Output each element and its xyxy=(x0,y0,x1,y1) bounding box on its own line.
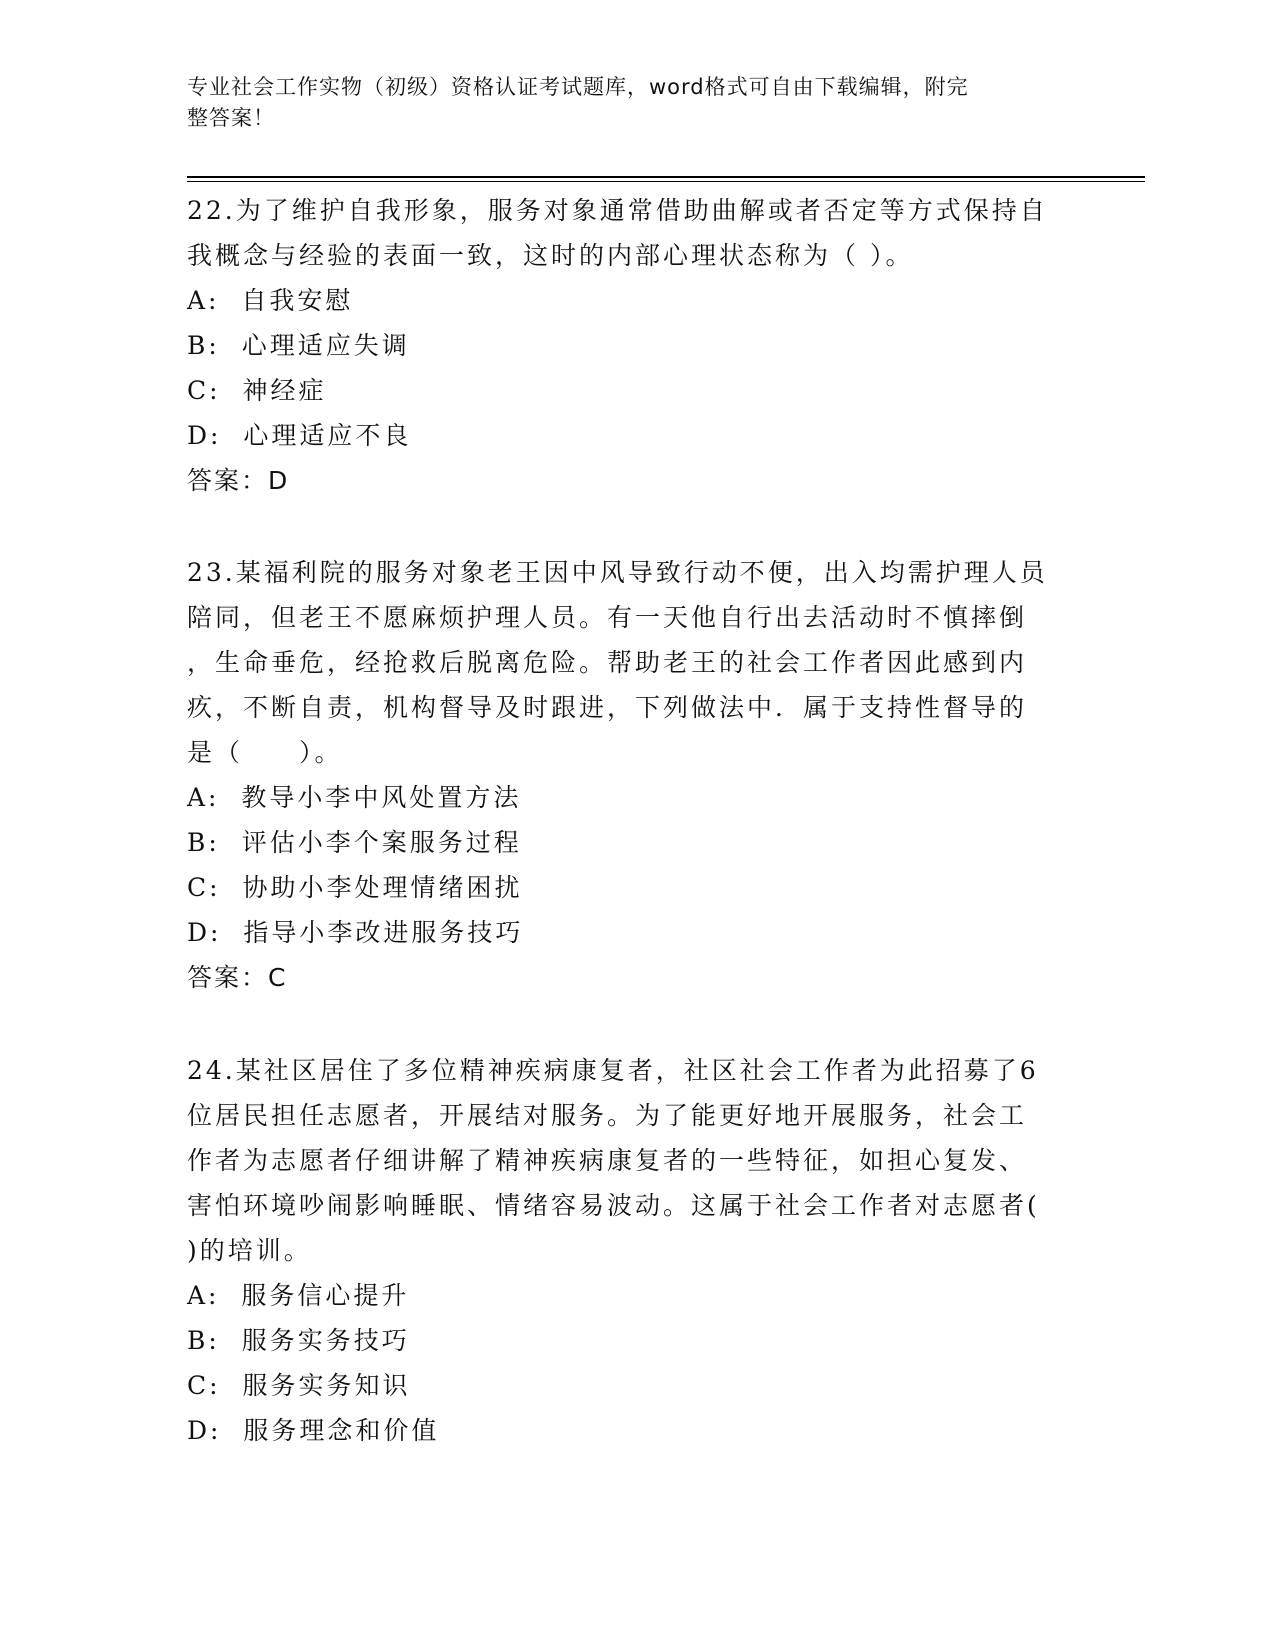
stem-line: 24.某社区居住了多位精神疾病康复者，社区社会工作者为此招募了6 xyxy=(187,1056,1039,1085)
option-letter: C: xyxy=(187,376,221,405)
question-22 xyxy=(187,188,1087,503)
header-divider-thick xyxy=(187,176,1145,178)
option-c xyxy=(187,865,1087,910)
stem-line: )的培训。 xyxy=(187,1236,312,1265)
option-letter: B: xyxy=(187,331,220,360)
stem-line: 害怕环境吵闹影响睡眠、情绪容易波动。这属于社会工作者对志愿者( xyxy=(187,1191,1040,1220)
header-divider-thin xyxy=(187,181,1145,182)
option-letter: A: xyxy=(187,286,220,315)
header-line-2: 整答案！ xyxy=(187,106,275,130)
option-text: 自我安慰 xyxy=(241,286,354,315)
option-b xyxy=(187,323,1087,368)
option-a xyxy=(187,1273,1087,1318)
option-c xyxy=(187,368,1087,413)
option-letter: C: xyxy=(187,873,221,902)
option-a xyxy=(187,278,1087,323)
stem-line: 位居民担任志愿者，开展结对服务。为了能更好地开展服务，社会工 xyxy=(187,1101,1028,1130)
option-letter: D: xyxy=(187,421,222,450)
stem-line: ，生命垂危，经抢救后脱离危险。帮助老王的社会工作者因此感到内 xyxy=(187,648,1028,677)
question-stem xyxy=(187,550,1087,775)
option-letter: A: xyxy=(187,783,220,812)
stem-line: 是（ ）。 xyxy=(187,738,343,767)
option-text: 服务实务技巧 xyxy=(241,1326,410,1355)
option-text: 神经症 xyxy=(242,376,327,405)
answer-line: 答案：D xyxy=(187,466,290,495)
stem-line: 陪同，但老王不愿麻烦护理人员。有一天他自行出去活动时不慎摔倒 xyxy=(187,603,1028,632)
option-text: 指导小李改进服务技巧 xyxy=(243,918,524,947)
option-b xyxy=(187,820,1087,865)
option-text: 教导小李中风处置方法 xyxy=(241,783,522,812)
option-a xyxy=(187,775,1087,820)
option-letter: A: xyxy=(187,1281,220,1310)
option-text: 服务理念和价值 xyxy=(243,1416,440,1445)
option-text: 评估小李个案服务过程 xyxy=(241,828,522,857)
option-text: 服务实务知识 xyxy=(242,1371,411,1400)
option-text: 心理适应不良 xyxy=(243,421,412,450)
question-23 xyxy=(187,550,1087,1000)
document-header xyxy=(187,72,1067,134)
option-letter: D: xyxy=(187,918,222,947)
stem-line: 我概念与经验的表面一致，这时的内部心理状态称为（ ）。 xyxy=(187,241,914,270)
option-text: 心理适应失调 xyxy=(241,331,410,360)
stem-line: 作者为志愿者仔细讲解了精神疾病康复者的一些特征，如担心复发、 xyxy=(187,1146,1028,1175)
option-letter: C: xyxy=(187,1371,221,1400)
option-text: 协助小李处理情绪困扰 xyxy=(242,873,523,902)
option-d xyxy=(187,1408,1087,1453)
option-d xyxy=(187,910,1087,955)
question-24 xyxy=(187,1048,1087,1453)
header-line-1: 专业社会工作实物（初级）资格认证考试题库，word格式可自由下载编辑，附完 xyxy=(187,75,969,99)
stem-line: 23.某福利院的服务对象老王因中风导致行动不便，出入均需护理人员 xyxy=(187,558,1048,587)
option-letter: B: xyxy=(187,1326,220,1355)
option-d xyxy=(187,413,1087,458)
option-text: 服务信心提升 xyxy=(241,1281,410,1310)
answer-line: 答案：C xyxy=(187,963,288,992)
option-letter: B: xyxy=(187,828,220,857)
stem-line: 22.为了维护自我形象，服务对象通常借助曲解或者否定等方式保持自 xyxy=(187,196,1048,225)
question-stem xyxy=(187,188,1087,278)
option-b xyxy=(187,1318,1087,1363)
question-stem xyxy=(187,1048,1087,1273)
option-letter: D: xyxy=(187,1416,222,1445)
stem-line: 疚，不断自责，机构督导及时跟进，下列做法中．属于支持性督导的 xyxy=(187,693,1028,722)
option-c xyxy=(187,1363,1087,1408)
